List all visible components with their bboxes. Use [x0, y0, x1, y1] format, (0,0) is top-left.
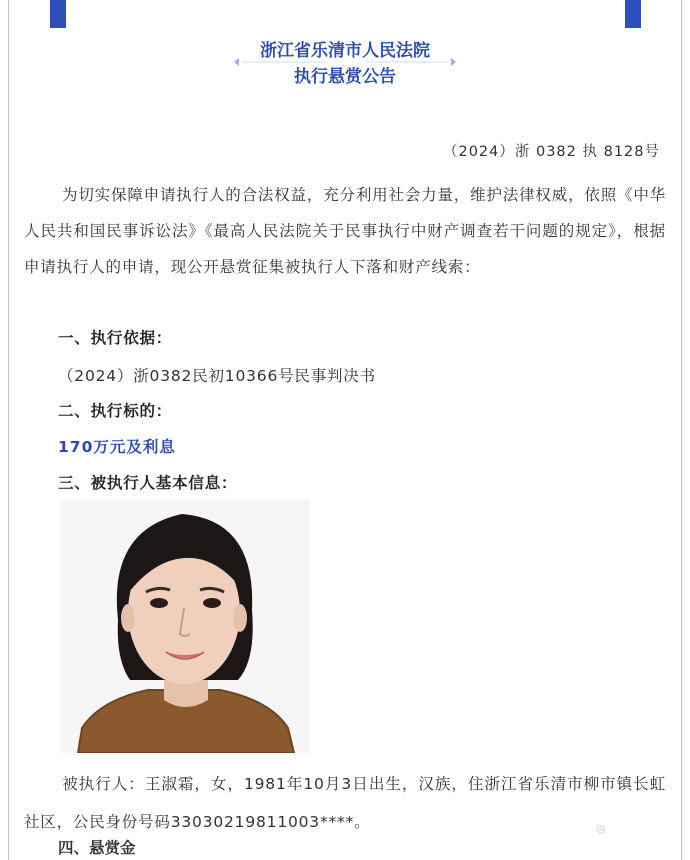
basis-text: （2024）浙0382民初10366号民事判决书	[58, 367, 376, 385]
top-right-accent-bar	[625, 0, 641, 28]
intro-paragraph	[24, 177, 666, 285]
person-info-text: 被执行人：王淑霜，女，1981年10月3日出生，汉族，住浙江省乐清市柳市镇长虹社区，公民身份号码33030219811003****。	[24, 775, 666, 831]
basis-heading: 一、执行依据：	[58, 329, 173, 347]
watermark: ◎	[596, 822, 606, 835]
court-name: 浙江省乐清市人民法院	[260, 41, 430, 61]
notice-header	[0, 38, 690, 90]
person-heading: 三、被执行人基本信息：	[58, 474, 238, 492]
person-info-paragraph	[24, 765, 666, 841]
target-heading: 二、执行标的：	[58, 402, 173, 420]
target-amount: 170万元及利息	[58, 438, 176, 456]
notice-title: 执行悬赏公告	[294, 67, 396, 87]
case-number: （2024）浙 0382 执 8128号	[442, 144, 660, 160]
person-photo	[60, 500, 310, 753]
person-portrait-image	[60, 500, 310, 753]
intro-text: 为切实保障申请执行人的合法权益，充分利用社会力量，维护法律权威，依照《中华人民共和国民事诉讼法》《最高人民法院关于民事执行中财产调查若干问题的规定》，根据申请执行人的申请，现公开悬赏征集被执行人下落和财产线索：	[24, 186, 666, 276]
next-section-heading-partial: 四、悬赏金	[58, 839, 136, 857]
top-left-accent-bar	[50, 0, 66, 28]
